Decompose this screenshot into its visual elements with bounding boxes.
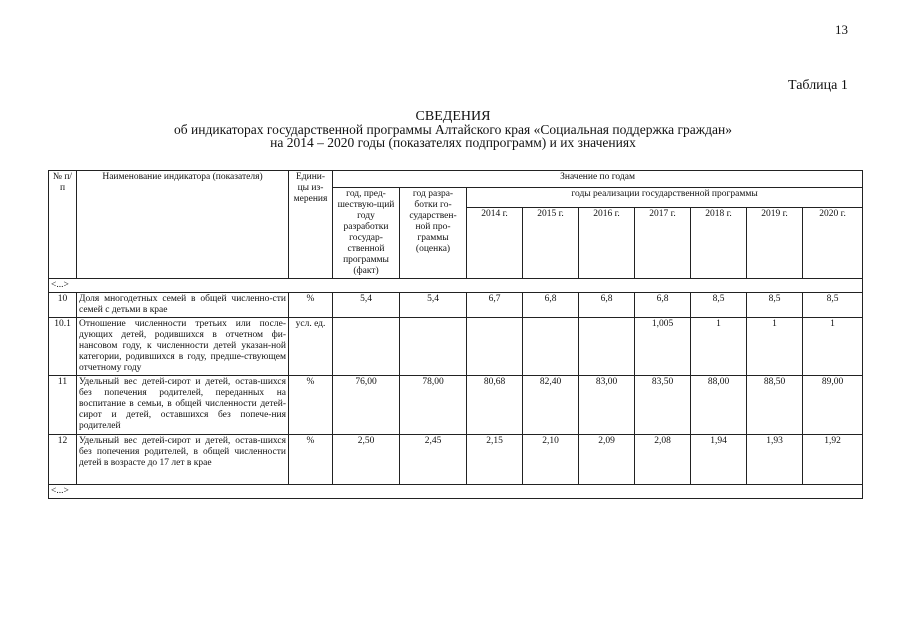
row-value: 89,00 — [803, 376, 863, 435]
row-unit: % — [289, 376, 333, 435]
title-line-2: об индикаторах государственной программы Алтайского края «Социальная поддержка граждан» — [174, 122, 732, 137]
row-unit: % — [289, 435, 333, 485]
table-row — [49, 293, 863, 318]
header-year: 2014 г. — [467, 208, 523, 279]
row-value: 2,08 — [635, 435, 691, 485]
row-value — [333, 318, 400, 376]
table-label: Таблица 1 — [788, 78, 848, 93]
row-value: 8,5 — [747, 293, 803, 318]
row-name: Доля многодетных семей в общей численно-сти семей с детьми в крае — [77, 293, 289, 318]
row-value: 80,68 — [467, 376, 523, 435]
row-num: 11 — [49, 376, 77, 435]
row-value: 2,10 — [523, 435, 579, 485]
row-value: 82,40 — [523, 376, 579, 435]
row-value: 1 — [747, 318, 803, 376]
row-num: 12 — [49, 435, 77, 485]
row-value — [579, 318, 635, 376]
header-year: 2018 г. — [691, 208, 747, 279]
header-unit: Едини-цы из-мерения — [289, 171, 333, 279]
row-value: 8,5 — [691, 293, 747, 318]
row-value: 2,50 — [333, 435, 400, 485]
row-value — [400, 318, 467, 376]
row-value: 6,8 — [635, 293, 691, 318]
header-year: 2017 г. — [635, 208, 691, 279]
table-row — [49, 435, 863, 485]
row-value: 8,5 — [803, 293, 863, 318]
header-num: № п/п — [49, 171, 77, 279]
header-dev-year: год разра-ботки го-сударствен-ной про-граммы (оценка) — [400, 188, 467, 279]
table-row — [49, 318, 863, 376]
header-year: 2015 г. — [523, 208, 579, 279]
header-year: 2020 г. — [803, 208, 863, 279]
row-value: 1,93 — [747, 435, 803, 485]
page-number: 13 — [835, 22, 848, 37]
ellipsis-text: <...> — [49, 279, 863, 293]
row-value: 5,4 — [333, 293, 400, 318]
header-name: Наименование индикатора (показателя) — [77, 171, 289, 279]
row-value: 5,4 — [400, 293, 467, 318]
row-value: 1 — [691, 318, 747, 376]
table-row — [49, 376, 863, 435]
row-num: 10.1 — [49, 318, 77, 376]
row-value — [467, 318, 523, 376]
header-values-by-year: Значение по годам — [333, 171, 863, 188]
row-num: 10 — [49, 293, 77, 318]
row-value: 1,94 — [691, 435, 747, 485]
row-value: 78,00 — [400, 376, 467, 435]
title-main: СВЕДЕНИЯ — [415, 109, 491, 124]
row-value: 2,45 — [400, 435, 467, 485]
row-value: 76,00 — [333, 376, 400, 435]
row-value: 6,8 — [523, 293, 579, 318]
ellipsis-row — [49, 279, 863, 293]
row-value: 88,00 — [691, 376, 747, 435]
row-value: 6,8 — [579, 293, 635, 318]
row-value: 83,50 — [635, 376, 691, 435]
document-title — [40, 110, 866, 149]
row-unit: усл. ед. — [289, 318, 333, 376]
row-value: 2,09 — [579, 435, 635, 485]
header-year: 2019 г. — [747, 208, 803, 279]
row-value: 6,7 — [467, 293, 523, 318]
title-line-3: на 2014 – 2020 годы (показателях подпрограмм) и их значениях — [270, 135, 636, 150]
row-value: 88,50 — [747, 376, 803, 435]
header-year-before: год, пред-шествую-щий году разработки государ-ственной программы (факт) — [333, 188, 400, 279]
ellipsis-row — [49, 485, 863, 499]
header-impl-years: годы реализации государственной программы — [467, 188, 863, 208]
row-name: Удельный вес детей-сирот и детей, остав-шихся без попечения родителей, в общей численности детей в возрасте до 17 лет в крае — [77, 435, 289, 485]
row-name: Удельный вес детей-сирот и детей, остав-шихся без попечения родителей, переданных на воспитание в семьи, в общей численности детей-сирот и детей, оставшихся без попече-ния родителей — [77, 376, 289, 435]
row-name: Отношение численности третьих или после-дующих детей, родившихся в отчетном фи-нансовом году, к численности детей указан-ной категории, родившихся в году, предше-ствующем отчетному году — [77, 318, 289, 376]
row-value: 83,00 — [579, 376, 635, 435]
row-unit: % — [289, 293, 333, 318]
row-value: 1,005 — [635, 318, 691, 376]
row-value: 1,92 — [803, 435, 863, 485]
header-year: 2016 г. — [579, 208, 635, 279]
row-value: 1 — [803, 318, 863, 376]
row-value: 2,15 — [467, 435, 523, 485]
ellipsis-text: <...> — [49, 485, 863, 499]
indicators-table — [48, 170, 863, 499]
row-value — [523, 318, 579, 376]
